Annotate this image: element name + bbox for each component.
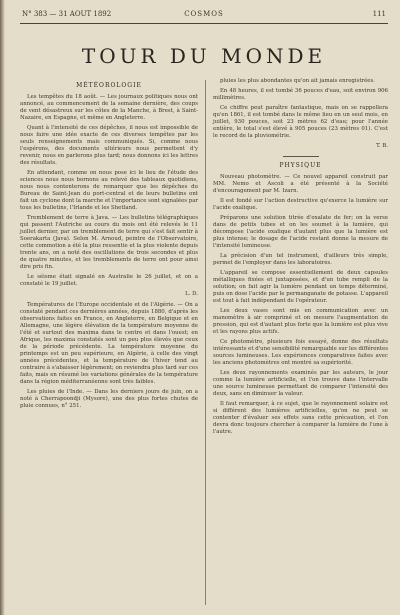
header-rule bbox=[20, 23, 388, 24]
paragraph: En attendant, comme on nous pose ici le lieu de l'étude des sciences nous nous bornons au relevé des tableaux quotidiens, nous nous contenterons de remarquer que les dépêches du Bureau de Saint-Jean du port-central et de leurs bulletins ont fait un cyclone dont la marche et l'importance sont signalées par tous les bulletins, l'Irlande et les Shetland. bbox=[20, 170, 198, 211]
paragraph: Il faut remarquer, à ce sujet, que le rayonnement solaire est si différent des lumières artificielles, qu'on ne peut se contenter d'évaluer ses effets sans cette précaution, et l'on devra donc toujours chercher à comparer la lumière de l'une à l'autre. bbox=[213, 401, 388, 435]
paragraph: Le séisme était signalé en Australie le 26 juillet, et on a constaté le 19 juillet. bbox=[20, 274, 198, 287]
paragraph: Les deux rayonnements examinés par les auteurs, le jour comme la lumière artificielle, et l'on trouve dans l'intervalle une source lumineuse permettant de comparer l'intensité des deux, sans en diminuer la valeur. bbox=[213, 370, 388, 397]
paragraph: Tremblement de terre à Java. — Les bulletins télégraphiques qui passent l'Autriche au cours du mois ont été relevés le 11 juillet dernier, par un tremblement de terre qui s'est fait sentir à Soerakarta (Java). Selon M. Arnoud, peintre de l'Observatoire, cette commotion a été la plus ressentie et la plus violente depuis trente ans, on a noté des oscillations de trois secondes et plus de quatre minutes, et les tremblements de terre ont pour ainsi dire pris fin. bbox=[20, 215, 198, 270]
paragraph: Préparons une solution titrée d'oxalate de fer; on la verse dans de petits tubes et on les soumet à la lumière, qui décompose l'acide oxalique d'autant plus que la lumière est plus intense; le dosage de l'acide restant donne la mesure de l'intensité lumineuse. bbox=[213, 215, 388, 249]
article-signature: L. D. bbox=[185, 291, 198, 297]
paragraph: L'appareil se compose essentiellement de deux capsules métalliques fixées et juxtaposées, et d'un tube rempli de la solution; on fait agir la lumière pendant un temps déterminé, puis on dose l'acide par le permanganate de potasse. L'appareil est tout à fait indépendant de l'opérateur. bbox=[213, 270, 388, 304]
section-title-meteorologie: MÉTÉOROLOGIE bbox=[76, 82, 142, 89]
page-spine-shadow bbox=[0, 0, 5, 615]
paragraph: Nouveau photomètre. — Ce nouvel appareil construit par MM. Nemo et Ascoli a été présenté à la Société d'encouragement par M. Izarn. bbox=[213, 174, 388, 194]
paragraph: pluies les plus abondantes qu'on ait jamais enregistrées. bbox=[220, 78, 375, 84]
paragraph: Quant à l'intensité de ces dépêches, il nous est impossible de nous faire une idée exacte de ces diverses tempêtes par les seuls renseignements mais communiqués. Si, comme nous l'espérons, des documents ultérieurs nous permettent d'y revenir, nous en parlerons plus tard; nous donnons ici les lettres des résultats. bbox=[20, 125, 198, 166]
paragraph: Les deux vases sont mis en communication avec un manomètre à air comprimé et on mesure l'augmentation de pression, qui est d'autant plus forte que la lumière est plus vive et les rayons plus actifs. bbox=[213, 308, 388, 335]
paragraph: Les pluies de l'Inde. — Dans les derniers jours de juin, on a noté à Cherrapoondji (Mysore), une des plus fortes chutes de pluie connues, n° 251. bbox=[20, 389, 198, 409]
page-title: TOUR DU MONDE bbox=[81, 44, 327, 68]
paragraph: Ce photomètre, plusieurs fois essayé, donne des résultats intéressants et d'une sensibilité remarquable sur les différentes sources lumineuses. Les expériences comparatives faites avec les anciens photomètres ont montré sa supériorité. bbox=[213, 339, 389, 366]
running-header bbox=[22, 8, 386, 20]
left-column bbox=[20, 78, 198, 413]
section-separator bbox=[283, 156, 319, 157]
issue-number: N° 383 — 31 AOUT 1892 bbox=[22, 10, 112, 18]
paragraph: Les tempêtes du 18 août. — Les journaux politiques nous ont annoncé, au commencement de la semaine dernière, des coups de vent désastreux sur les côtes de la Manche, à Brest, à Saint-Nazaire, en Espagne, et même en Angleterre. bbox=[20, 94, 198, 121]
paragraph: Ce chiffre peut paraître fantastique, mais on se rappellera qu'en 1861, il est tombé dans le même lieu en un seul mois, en juillet, 930 pouces, soit 23 mètres 62 d'eau; pour l'année entière, le total s'est élevé à 905 pouces (23 mètres 01). C'est le record de la pluviométrie. bbox=[213, 105, 388, 139]
paragraph: Températures de l'Europe occidentale et de l'Algérie. — On a constaté pendant ces dernières années, depuis 1880, d'après les observations faites en France, en Angleterre, en Belgique et en Allemagne, une légère élévation de la température moyenne de l'été et surtout des maxima dans le centre et dans l'ouest; en Afrique, les maxima constatés sont un peu plus élevés que ceux de la période précédente. La température moyenne du printemps est un peu supérieure, en Algérie, à celle des vingt années précédentes, et la température de l'hiver tend au contraire à s'abaisser légèrement; on reviendra plus tard sur ces faits, mais en résumé les variations générales de la température dans la région méditerranéenne sont très faibles. bbox=[20, 302, 198, 385]
page-number: 111 bbox=[372, 10, 386, 18]
paragraph: Il est fondé sur l'action destructive qu'exerce la lumière sur l'acide oxalique. bbox=[213, 198, 388, 211]
journal-name: COSMOS bbox=[184, 10, 224, 18]
section-title-physique: PHYSIQUE bbox=[279, 162, 322, 169]
column-divider bbox=[205, 80, 206, 605]
paragraph: La précision d'un tel instrument, d'ailleurs très simple, permet de l'employer dans les laboratoires. bbox=[213, 253, 388, 266]
right-column bbox=[213, 78, 388, 439]
article-signature: T. B. bbox=[376, 143, 388, 149]
paragraph: En 48 heures, il est tombé 36 pouces d'eau, soit environ 906 millimètres. bbox=[213, 88, 388, 101]
